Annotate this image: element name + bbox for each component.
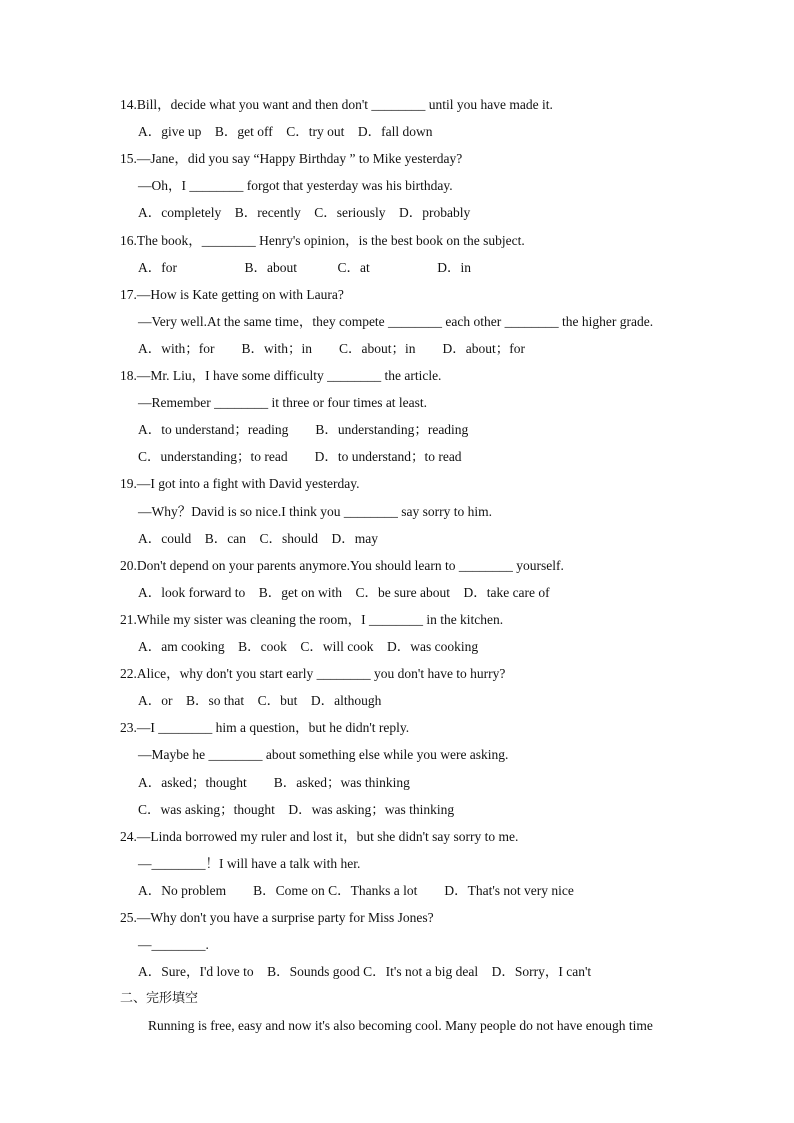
question-stem: 17.—How is Kate getting on with Laura? [120,286,344,302]
answer-options: A．Sure，I'd love to B．Sounds good C．It's not a big deal D．Sorry，I can't [138,964,592,980]
answer-options: A．No problem B．Come on C．Thanks a lot D．That's not very nice [138,882,574,898]
answer-options: A．for B．about C．at D．in [138,259,471,275]
dialogue-line: —________. [138,937,209,953]
question-stem: 22.Alice，why don't you start early ________ you don't have to hurry? [120,666,506,682]
answer-options: A．asked；thought B．asked；was thinking [138,774,410,790]
dialogue-line: —________！I will have a talk with her. [138,855,361,871]
answer-options: A．completely B．recently C．seriously D．probably [138,205,471,221]
question-stem: 21.While my sister was cleaning the room，I ________ in the kitchen. [120,611,504,627]
answer-options: C．understanding；to read D．to understand；to read [138,449,462,465]
question-stem: 15.—Jane，did you say “Happy Birthday ” to Mike yesterday? [120,151,463,167]
question-stem: 19.—I got into a fight with David yesterday. [120,476,360,492]
question-stem: 16.The book，________ Henry's opinion，is the best book on the subject. [120,232,525,248]
answer-options: A．am cooking B．cook C．will cook D．was cooking [138,639,479,654]
dialogue-line: —Why？David is so nice.I think you ________ say sorry to him. [138,503,492,519]
dialogue-line: —Oh，I ________ forgot that yesterday was his birthday. [138,178,453,194]
section-heading: 二、完形填空 [120,991,199,1007]
question-stem: 18.—Mr. Liu，I have some difficulty ________ the article. [120,368,442,383]
answer-options: A．could B．can C．should D．may [138,530,378,546]
question-stem: 25.—Why don't you have a surprise party for Miss Jones? [120,910,434,925]
answer-options: A．with；for B．with；in C．about；in D．about；for [138,340,525,356]
dialogue-line: —Remember ________ it three or four times at least. [138,395,428,411]
passage-text: Running is free, easy and now it's also becoming cool. Many people do not have enough time [148,1018,653,1034]
question-stem: 24.—Linda borrowed my ruler and lost it，but she didn't say sorry to me. [120,828,519,844]
answer-options: A．give up B．get off C．try out D．fall down [138,124,433,140]
question-stem: 23.—I ________ him a question，but he didn't reply. [120,720,410,736]
answer-options: A．or B．so that C．but D．although [138,693,382,709]
answer-options: A．to understand；reading B．understanding；reading [138,422,469,438]
dialogue-line: —Maybe he ________ about something else while you were asking. [138,747,509,763]
question-stem: 20.Don't depend on your parents anymore.You should learn to ________ yourself. [120,557,564,573]
dialogue-line: —Very well.At the same time，they compete ________ each other ________ the higher grade. [138,313,654,329]
answer-options: A．look forward to B．get on with C．be sure about D．take care of [138,584,550,600]
question-stem: 14.Bill，decide what you want and then don't ________ until you have made it. [120,97,553,112]
answer-options: C．was asking；thought D．was asking；was thinking [138,801,455,817]
